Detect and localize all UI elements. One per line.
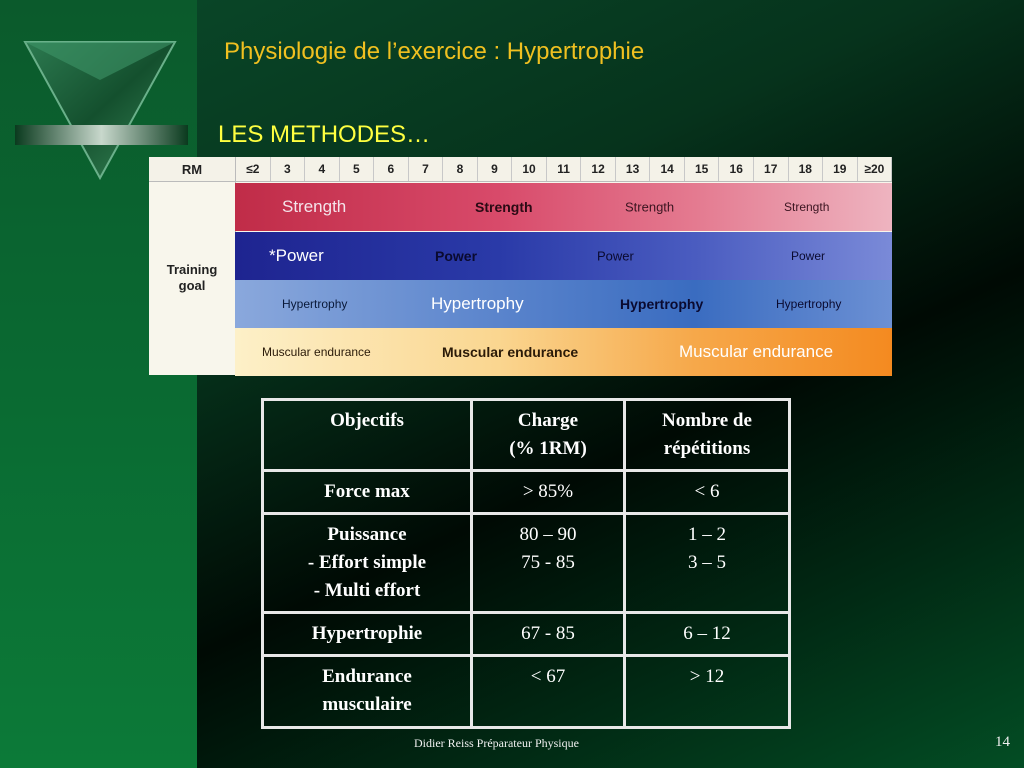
slide-subtitle: LES METHODES…	[218, 121, 431, 148]
rm-cell: 5	[340, 157, 375, 181]
header-reps	[625, 400, 790, 471]
band-power	[235, 232, 892, 280]
cell-objectif-line: Hypertrophie	[311, 623, 423, 644]
rm-cell: ≥20	[858, 157, 893, 181]
band-endur-label-3: Muscular endurance	[679, 342, 834, 361]
header-reps-line2: répétitions	[663, 438, 751, 459]
cell-reps	[625, 656, 790, 728]
band-power-label-2: Power	[435, 248, 478, 264]
goal-label-line2: goal	[178, 278, 206, 293]
rm-cell: 7	[409, 157, 444, 181]
band-endur-label-2: Muscular endurance	[442, 344, 579, 360]
band-endur-label-1: Muscular endurance	[262, 345, 371, 359]
band-hypertrophy	[235, 280, 892, 328]
rm-cell: 12	[581, 157, 616, 181]
rm-cell: 6	[374, 157, 409, 181]
cell-objectif	[263, 656, 472, 728]
rm-header-row	[149, 157, 892, 182]
rm-label: RM	[149, 157, 236, 181]
band-strength-label-2: Strength	[475, 199, 533, 215]
cell-charge-line: 67 - 85	[521, 623, 575, 644]
cell-charge	[472, 514, 625, 613]
rm-cell: 10	[512, 157, 547, 181]
header-objectifs	[263, 400, 472, 471]
header-charge-line1: Charge	[517, 410, 579, 431]
cell-objectif-line: Endurance	[322, 666, 412, 687]
rm-cell: 13	[616, 157, 651, 181]
band-endurance	[235, 328, 892, 376]
cell-objectif	[263, 613, 472, 656]
band-hyper-label-3: Hypertrophy	[620, 296, 704, 312]
header-charge	[472, 400, 625, 471]
rm-cell: 11	[547, 157, 582, 181]
header-reps-line1: Nombre de	[662, 410, 752, 431]
slide-title: Physiologie de l’exercice : Hypertrophie	[224, 38, 645, 65]
table-row	[263, 656, 790, 728]
header-objectifs-text: Objectifs	[330, 410, 404, 431]
cell-objectif-line: musculaire	[322, 694, 412, 715]
rm-cell: 4	[305, 157, 340, 181]
cell-charge-line: 75 - 85	[521, 552, 575, 573]
cell-objectif-line: - Effort simple	[307, 552, 427, 573]
cell-objectif	[263, 514, 472, 613]
rm-cell: 16	[719, 157, 754, 181]
cell-charge	[472, 613, 625, 656]
band-hyper-label-1: Hypertrophy	[282, 297, 348, 311]
band-hyper-label-2: Hypertrophy	[431, 294, 524, 313]
band-strength-label-3: Strength	[625, 199, 675, 215]
rm-continuum-chart	[149, 157, 892, 375]
rm-cell: 8	[443, 157, 478, 181]
rm-cell: 14	[650, 157, 685, 181]
rm-cell: 17	[754, 157, 789, 181]
rm-cell: 3	[271, 157, 306, 181]
cell-charge-line: > 85%	[522, 481, 574, 502]
band-power-label-1: *Power	[269, 246, 324, 265]
table-row	[263, 514, 790, 613]
cell-reps-line: 1 – 2	[688, 524, 726, 545]
methods-table	[261, 398, 791, 729]
cell-reps-line: < 6	[694, 481, 720, 502]
cell-reps	[625, 514, 790, 613]
rm-cell: 18	[789, 157, 824, 181]
footer-author: Didier Reiss Préparateur Physique	[414, 736, 579, 750]
cell-reps-line: > 12	[689, 666, 725, 687]
goal-label-line1: Training	[166, 262, 218, 277]
table-header-row	[263, 400, 790, 471]
cell-objectif-line: Force max	[324, 481, 410, 502]
page-number: 14	[995, 734, 1010, 750]
band-power-label-3: Power	[597, 248, 634, 264]
cell-charge-line: 80 – 90	[519, 524, 577, 545]
cell-objectif	[263, 471, 472, 514]
header-charge-line2: (% 1RM)	[509, 438, 587, 459]
band-strength-label-4: Strength	[784, 200, 830, 214]
band-strength	[235, 183, 892, 231]
training-goal-label	[149, 181, 236, 375]
table-row	[263, 613, 790, 656]
cell-reps	[625, 613, 790, 656]
cell-objectif-line: Puissance	[327, 524, 407, 545]
cell-charge	[472, 656, 625, 728]
rm-cell: 19	[823, 157, 858, 181]
band-power-label-4: Power	[791, 249, 826, 263]
table-row	[263, 471, 790, 514]
rm-values	[236, 157, 892, 181]
rm-cell: 15	[685, 157, 720, 181]
rm-cell: ≤2	[236, 157, 271, 181]
cell-reps	[625, 471, 790, 514]
band-hyper-label-4: Hypertrophy	[776, 297, 842, 311]
band-strength-label-1: Strength	[282, 197, 347, 216]
rm-cell: 9	[478, 157, 513, 181]
cell-objectif-line: - Multi effort	[313, 580, 421, 601]
cell-reps-line: 6 – 12	[683, 623, 731, 644]
cell-charge	[472, 471, 625, 514]
table-body	[263, 471, 790, 728]
cell-charge-line: < 67	[530, 666, 566, 687]
cell-reps-line: 3 – 5	[688, 552, 726, 573]
